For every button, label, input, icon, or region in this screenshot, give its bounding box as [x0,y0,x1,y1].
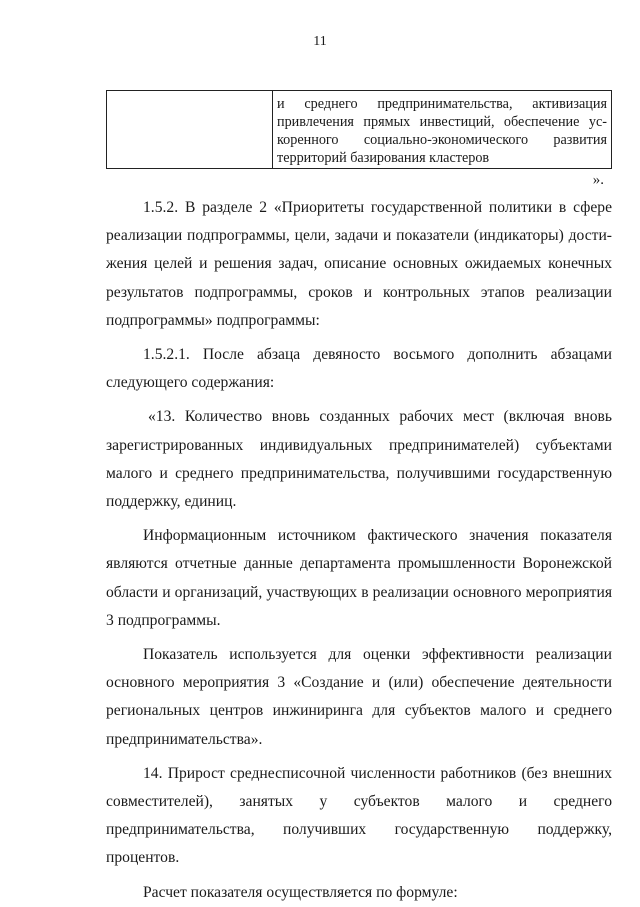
paragraph-indicator-14: 14. Прирост среднесписочной численности работников (без внешних совместителей), занятых у субъектов малого и среднего предпринимательства, получивших государственную поддержку, процентов. [106,764,612,867]
paragraph-indicator-usage: Показатель используется для оценки эффективности реализации основного мероприятия 3 «Создание и (или) обеспечение деятельности региональных центров инжиниринга для субъектов малого и среднего предпринимательства». [106,646,612,748]
paragraph-formula-intro: Расчет показателя осуществляется по формуле: [143,883,458,901]
paragraph-indicator-13: «13. Количество вновь созданных рабочих мест (включая вновь зарегистрированных индивидуальных предпринимателей) субъектами малого и среднего предпринимательства, получившими государственную поддержку, единиц. [106,408,612,511]
table-cell-empty [107,91,273,168]
paragraph-section-1-5-2-1: 1.5.2.1. После абзаца девяносто восьмого дополнить абзацами следующего содержания: [106,346,612,392]
closing-quote: ». [592,172,604,188]
page-number: 11 [313,34,327,49]
table-fragment [106,90,612,169]
table-cell-text: и среднего предпринимательства, активизация привлечения прямых инвестиций, обеспечение ускоренного социально-экономического развития территорий базирования кластеров [277,96,607,166]
paragraph-section-1-5-2: 1.5.2. В разделе 2 «Приоритеты государственной политики в сфере реализации подпрограммы, цели, задачи и показатели (индикаторы) достижения целей и решения задач, описание основных ожидаемых конечных результатов подпрограммы, сроков и контрольных этапов реализации подпрограммы» подпрограммы: [106,199,612,329]
paragraph-info-source: Информационным источником фактического значения показателя являются отчетные данные департамента промышленности Воронежской области и организаций, участвующих в реализации основного мероприятия 3 подпрограммы. [106,527,612,629]
document-body [106,194,612,907]
